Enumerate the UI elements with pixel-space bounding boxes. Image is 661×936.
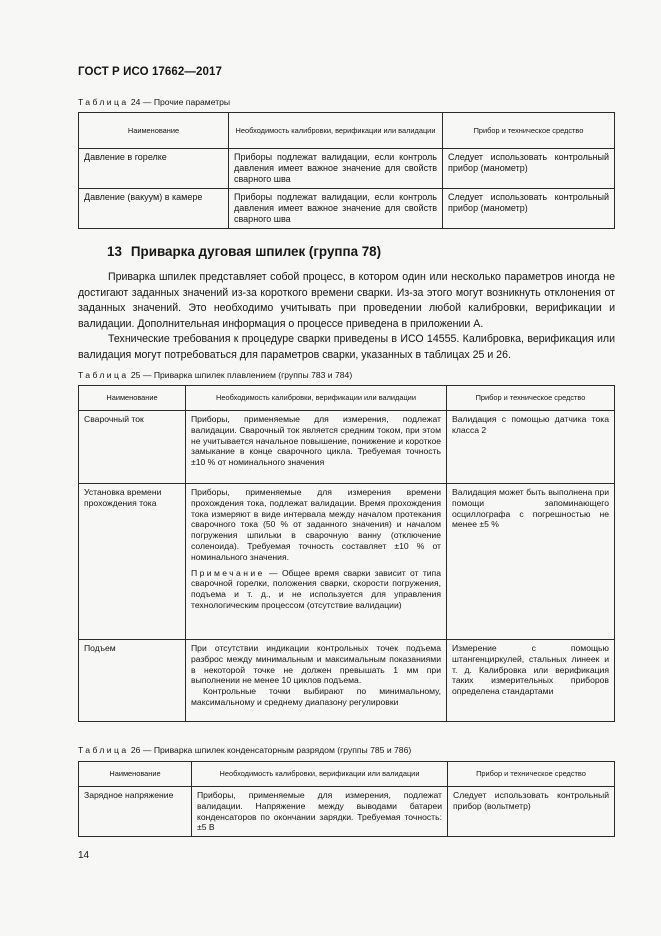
table-cell: Зарядное напряжение xyxy=(79,787,192,837)
column-header: Необходимость калибровки, верификации или валидации xyxy=(229,113,443,149)
table-25-caption xyxy=(78,370,352,380)
cell-text: При отсутствии индикации контрольных точек подъема разброс между минимальным и максимальным показаниями в некоторой точке не должен превышать 1 мм при выполнении не менее 10 циклов подъема. xyxy=(191,643,441,686)
table-label: Таблица xyxy=(78,97,129,107)
column-header: Прибор и техническое средство xyxy=(448,762,615,787)
table-cell xyxy=(186,484,447,640)
column-header: Необходимость калибровки, верификации или валидации xyxy=(192,762,448,787)
column-header: Необходимость калибровки, верификации или валидации xyxy=(186,386,447,411)
table-24 xyxy=(78,112,615,229)
cell-text: Контрольные точки выбирают по минимальному, максимальному и среднему диапазону регулировки xyxy=(191,686,441,707)
table-cell xyxy=(186,640,447,722)
table-caption-text: 25 — Приварка шпилек плавлением (группы 783 и 784) xyxy=(128,370,353,380)
column-header: Прибор и техническое средство xyxy=(447,386,615,411)
table-cell: Следует использовать контрольный прибор (вольтметр) xyxy=(448,787,615,837)
section-number: 13 xyxy=(107,244,122,259)
table-cell: Измерение с помощью штангенциркулей, стальных линеек и т. д. Калибровка или верификация таких измерительных приборов определена стандартами xyxy=(447,640,615,722)
table-cell: Подъем xyxy=(79,640,186,722)
table-row xyxy=(79,640,615,722)
table-cell: Давление в горелке xyxy=(79,149,229,189)
table-row xyxy=(79,411,615,484)
table-label: Таблица xyxy=(78,370,129,380)
table-26 xyxy=(78,761,615,837)
table-row xyxy=(79,787,615,837)
paragraph: Приварка шпилек представляет собой процесс, в котором один или несколько параметров иногда не достигают заданных значений из-за короткого времени сварки. Из-за этого могут возникнуть отклонения от заданных значений. Это необходимо учитывать при проведении любой калибровки, верификации и валидации. Дополнительная информация о процессе приведена в приложении А. xyxy=(78,271,615,330)
table-row xyxy=(79,484,615,640)
column-header: Наименование xyxy=(79,113,229,149)
table-cell: Приборы подлежат валидации, если контроль давления имеет важное значение для свойств сварного шва xyxy=(229,189,443,229)
table-25 xyxy=(78,385,615,722)
table-cell: Приборы подлежат валидации, если контроль давления имеет важное значение для свойств сварного шва xyxy=(229,149,443,189)
table-caption-text: 26 — Приварка шпилек конденсаторным разрядом (группы 785 и 786) xyxy=(128,745,412,755)
cell-text: Приборы, применяемые для измерения времени прохождения тока, подлежат валидации. Время прохождения тока измеряют в виде интервала между началом протекания сварочного тока (50 % от заданного значения) и началом погружения шпильки в сварочную ванну (отключение соленоида). Требуемая точность составляет ±10 % от номинального значения. xyxy=(191,487,441,562)
table-cell: Приборы, применяемые для измерения, подлежат валидации. Сварочный ток является средним током, при этом не учитывается начальное повышение, понижение и короткое замыкание в конце сварочного цикла. Требуемая точность ±10 % от номинального значения xyxy=(186,411,447,484)
note-text: — Общее время сварки зависит от типа сварочной горелки, положения сварки, скорости погружения, подъема и т. д., и не используется для управления технологическим процессом (отсутствие валидации) xyxy=(191,567,441,610)
paragraph: Технические требования к процедуре сварки приведены в ИСО 14555. Калибровка, верификация или валидация могут потребоваться для параметров сварки, указанных в таблицах 25 и 26. xyxy=(78,333,615,361)
table-caption-text: 24 — Прочие параметры xyxy=(128,97,231,107)
section-title: Приварка дуговая шпилек (группа 78) xyxy=(130,244,382,259)
table-26-caption xyxy=(78,745,411,755)
table-cell: Давление (вакуум) в камере xyxy=(79,189,229,229)
table-24-caption xyxy=(78,97,230,107)
column-header: Прибор и техническое средство xyxy=(443,113,615,149)
page-number: 14 xyxy=(78,850,90,861)
table-row xyxy=(79,189,615,229)
column-header: Наименование xyxy=(79,386,186,411)
table-row xyxy=(79,149,615,189)
table-label: Таблица xyxy=(78,745,129,755)
cell-note xyxy=(191,568,441,611)
table-cell: Валидация может быть выполнена при помощи запоминающего осциллографа с погрешностью не менее ±5 % xyxy=(447,484,615,640)
table-cell: Приборы, применяемые для измерения, подлежат валидации. Напряжение между выводами батареи конденсаторов по окончании зарядки. Требуемая точность: ±5 В xyxy=(192,787,448,837)
note-label: Примечание xyxy=(191,567,265,578)
section-body xyxy=(78,270,615,364)
table-cell: Следует использовать контрольный прибор (манометр) xyxy=(443,189,615,229)
column-header: Наименование xyxy=(79,762,192,787)
document-header: ГОСТ Р ИСО 17662—2017 xyxy=(78,66,223,78)
table-cell: Следует использовать контрольный прибор (манометр) xyxy=(443,149,615,189)
table-cell: Установка времени прохождения тока xyxy=(79,484,186,640)
table-cell: Валидация с помощью датчика тока класса 2 xyxy=(447,411,615,484)
table-cell: Сварочный ток xyxy=(79,411,186,484)
section-heading xyxy=(107,244,381,259)
